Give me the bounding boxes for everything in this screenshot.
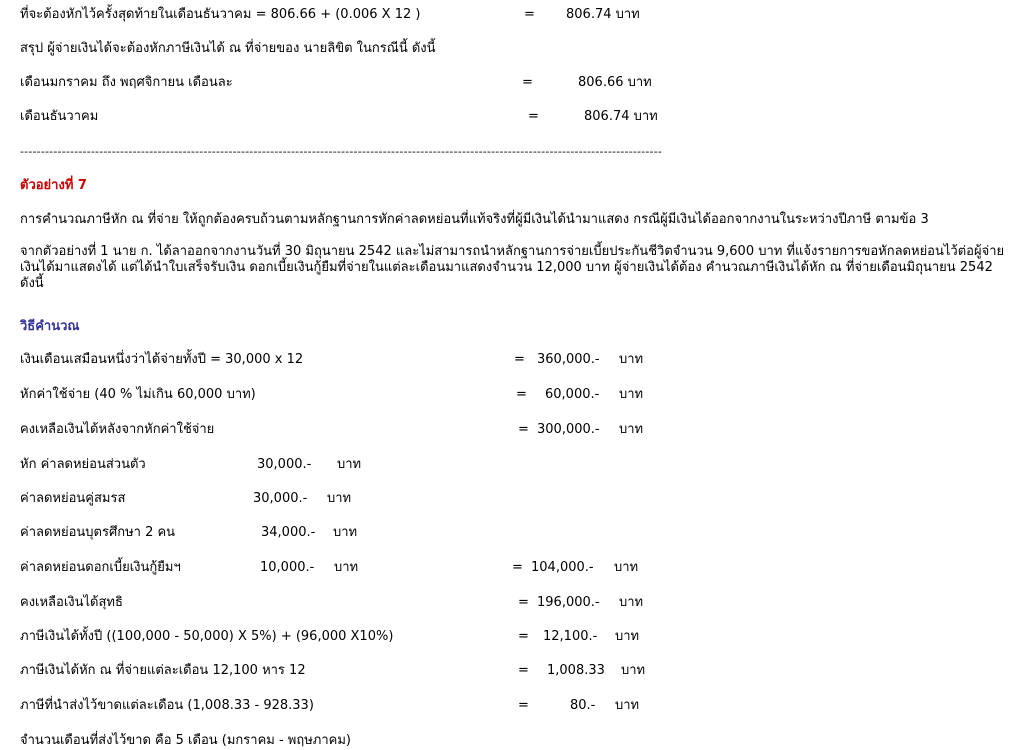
equals-sign: =: [512, 560, 523, 575]
divider-line: ----------------------------------------------------------------------------------------------------------------------------------------------------------: [20, 145, 663, 158]
row-unit: บาท: [621, 663, 646, 678]
row-value: 60,000.-: [545, 387, 600, 402]
december-value: 806.74 บาท: [584, 109, 658, 124]
row-label: ภาษีที่นำส่งไว้ขาดแต่ละเดือน (1,008.33 - 928.33): [20, 698, 314, 713]
equals-sign: =: [524, 7, 535, 22]
row-value: 80.-: [570, 698, 596, 713]
row-unit: บาท: [333, 525, 358, 540]
row-unit: บาท: [614, 560, 639, 575]
equals-sign: =: [518, 698, 529, 713]
row-label: ค่าลดหย่อนดอกเบี้ยเงินกู้ยืมฯ: [20, 560, 181, 575]
example-title: ตัวอย่างที่ 7: [20, 178, 87, 193]
equals-sign: =: [522, 75, 533, 90]
example-body: จากตัวอย่างที่ 1 นาย ก. ได้ลาออกจากงานวันที่ 30 มิถุนายน 2542 และไม่สามารถนำหลักฐานการจ่ายเบี้ยประกันชีวิตจำนวน 9,600 บาท ที่แจ้งรายการขอหักลดหย่อนไว้ต่อผู้จ่ายเงินได้มาแสดงได้ แต่ได้นำใบเสร็จรับเงิน ดอกเบี้ยเงินกู้ยืมที่จ่ายในแต่ละเดือนมาแสดงจำนวน 12,000 บาท ผู้จ่ายเงินได้ต้อง คำนวณภาษีเงินได้หัก ณ ที่จ่ายเดือนมิถุนายน 2542 ดังนี้: [20, 244, 1005, 291]
row-value: 1,008.33: [547, 663, 605, 678]
equals-sign: =: [518, 422, 529, 437]
equals-sign: =: [518, 663, 529, 678]
row-value: 360,000.-: [537, 352, 600, 367]
row-value: 300,000.-: [537, 422, 600, 437]
method-title: วิธีคำนวณ: [20, 319, 80, 334]
summary-text: สรุป ผู้จ่ายเงินได้จะต้องหักภาษีเงินได้ ณ ที่จ่ายของ นายลิขิต ในกรณีนี้ ดังนี้: [20, 41, 436, 56]
row-value: 12,100.-: [543, 629, 598, 644]
row-unit: บาท: [619, 595, 644, 610]
row-amount: 34,000.-: [261, 525, 316, 540]
row-label: เงินเดือนเสมือนหนึ่งว่าได้จ่ายทั้งปี = 30,000 x 12: [20, 352, 304, 367]
row-amount: 30,000.-: [257, 457, 312, 472]
jan-nov-label: เดือนมกราคม ถึง พฤศจิกายน เดือนละ: [20, 75, 233, 90]
row-unit: บาท: [619, 422, 644, 437]
equals-sign: =: [518, 629, 529, 644]
row-unit: บาท: [619, 352, 644, 367]
december-label: เดือนธันวาคม: [20, 109, 99, 124]
equals-sign: =: [516, 387, 527, 402]
row-unit: บาท: [615, 698, 640, 713]
row-label: คงเหลือเงินได้สุทธิ: [20, 595, 123, 610]
row-label: คงเหลือเงินได้หลังจากหักค่าใช้จ่าย: [20, 422, 215, 437]
equals-sign: =: [518, 595, 529, 610]
row-value: 196,000.-: [537, 595, 600, 610]
jan-nov-value: 806.66 บาท: [578, 75, 652, 90]
row-amount: 30,000.-: [253, 491, 308, 506]
row-label: ค่าลดหย่อนคู่สมรส: [20, 491, 126, 506]
row-unit: บาท: [615, 629, 640, 644]
final-deduction-value: 806.74 บาท: [566, 7, 640, 22]
example-intro: การคำนวณภาษีหัก ณ ที่จ่าย ให้ถูกต้องครบถ้วนตามหลักฐานการหักค่าลดหย่อนที่แท้จริงที่ผู้มีเงินได้นำมาแสดง กรณีผู้มีเงินได้ออกจากงานในระหว่างปีภาษี ตามข้อ 3: [20, 212, 929, 227]
row-value: 104,000.-: [531, 560, 594, 575]
row-unit: บาท: [337, 457, 362, 472]
equals-sign: =: [514, 352, 525, 367]
row-label: หัก ค่าลดหย่อนส่วนตัว: [20, 457, 146, 472]
months-short-text: จำนวนเดือนที่ส่งไว้ขาด คือ 5 เดือน (มกราคม - พฤษภาคม): [20, 733, 352, 748]
row-unit: บาท: [619, 387, 644, 402]
row-amount: 10,000.-: [260, 560, 315, 575]
row-label: ค่าลดหย่อนบุตรศึกษา 2 คน: [20, 525, 176, 540]
row-label: หักค่าใช้จ่าย (40 % ไม่เกิน 60,000 บาท): [20, 387, 256, 402]
final-deduction-label: ที่จะต้องหักไว้ครั้งสุดท้ายในเดือนธันวาคม = 806.66 + (0.006 X 12 ): [20, 7, 421, 22]
equals-sign: =: [528, 109, 539, 124]
row-label: ภาษีเงินได้ทั้งปี ((100,000 - 50,000) X 5%) + (96,000 X10%): [20, 629, 394, 644]
row-unit: บาท: [327, 491, 352, 506]
row-label: ภาษีเงินได้หัก ณ ที่จ่ายแต่ละเดือน 12,100 หาร 12: [20, 663, 306, 678]
row-amount-unit: บาท: [334, 560, 359, 575]
